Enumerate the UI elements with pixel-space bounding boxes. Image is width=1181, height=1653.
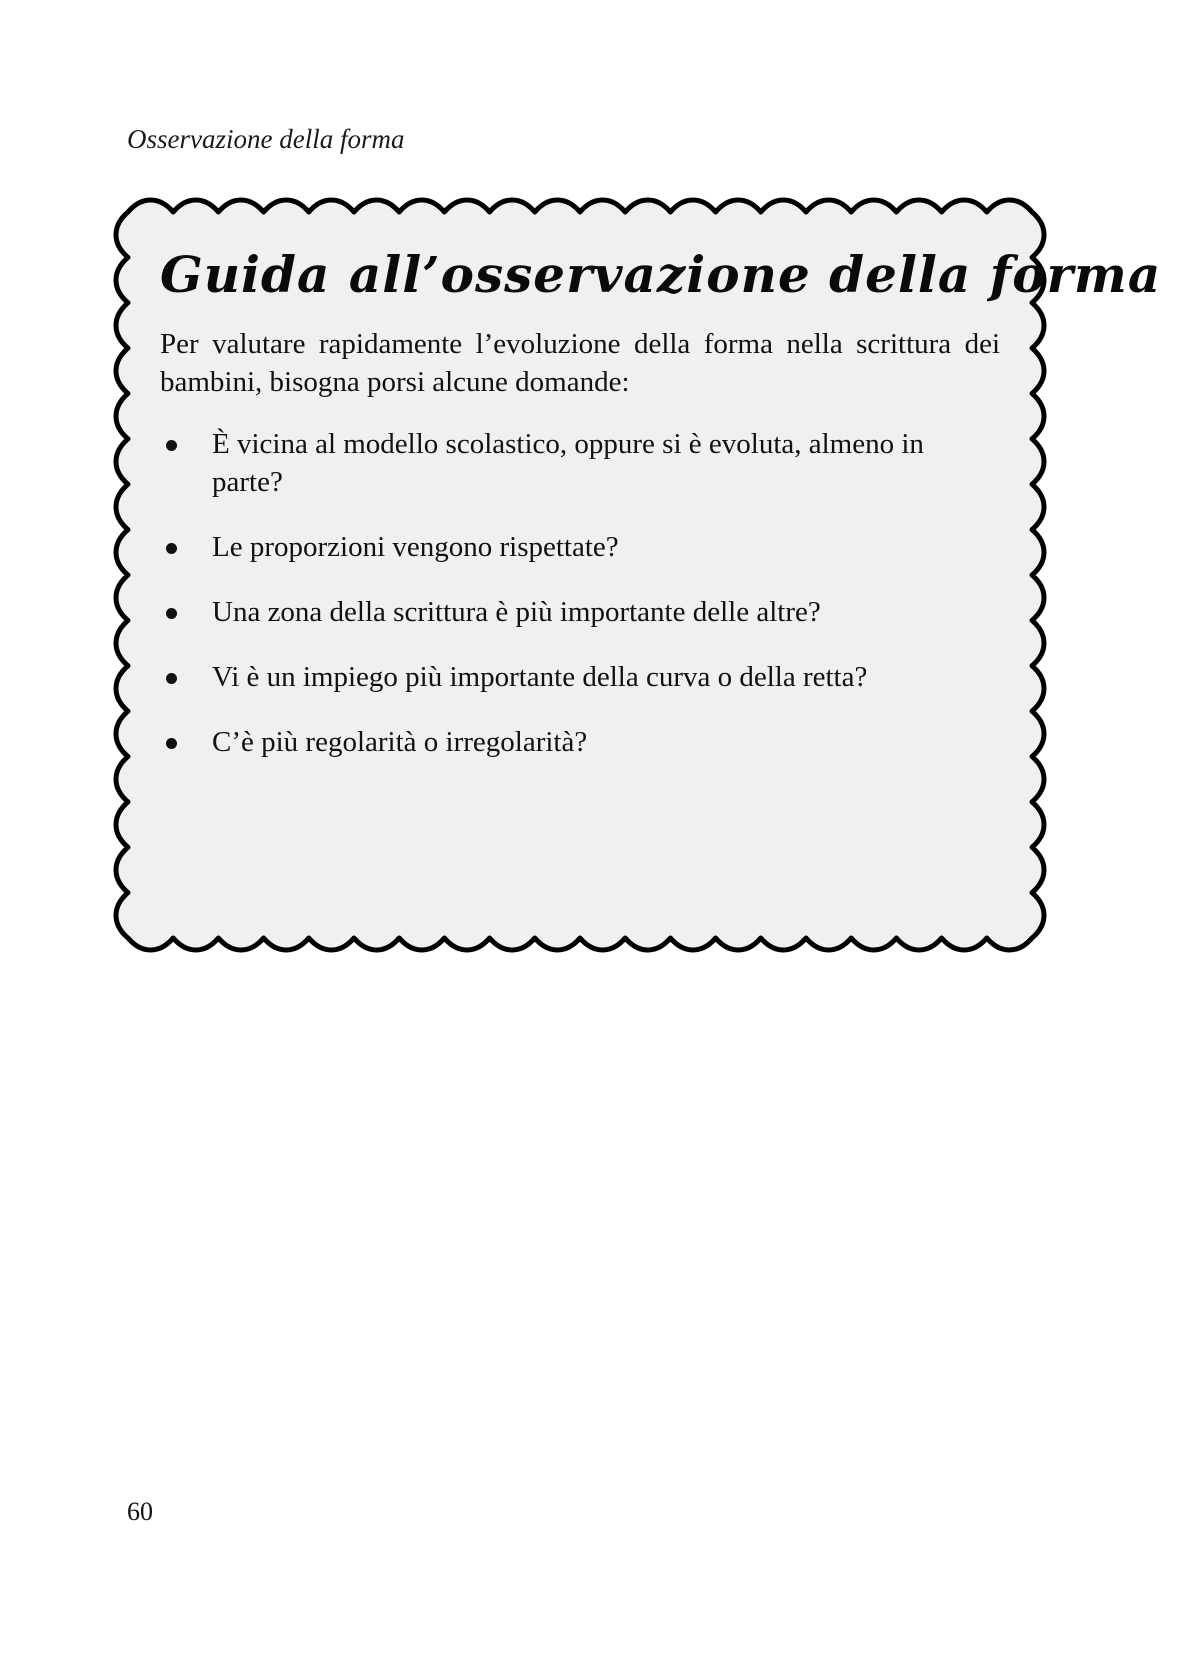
list-item-text: Vi è un impiego più importante della curva o della retta? [212, 661, 868, 693]
list-item [160, 593, 1000, 631]
bullet-dot-icon [166, 738, 177, 749]
list-item-text: Le proporzioni vengono rispettate? [212, 531, 619, 563]
bullet-dot-icon [166, 673, 177, 684]
bullet-dot-icon [166, 440, 177, 451]
list-item [160, 425, 1000, 501]
question-list [160, 425, 1000, 761]
list-item [160, 658, 1000, 696]
running-head: Osservazione della forma [127, 124, 405, 154]
list-item-text: C’è più regolarità o irregolarità? [212, 726, 588, 758]
guide-box [160, 245, 1162, 788]
bullet-dot-icon [166, 543, 177, 554]
list-item-text: Una zona della scrittura è più importante delle altre? [212, 596, 821, 628]
page-number: 60 [127, 1497, 153, 1526]
list-item [160, 723, 1000, 761]
list-item [160, 528, 1000, 566]
list-item-text: È vicina al modello scolastico, oppure si è evoluta, almeno in parte? [212, 428, 924, 498]
box-intro: Per valutare rapidamente l’evoluzione della forma nella scrittura dei bambini, bisogna porsi alcune domande: [160, 328, 1000, 398]
bullet-dot-icon [166, 608, 177, 619]
box-title: Guida all’osservazione della forma [160, 245, 1162, 304]
